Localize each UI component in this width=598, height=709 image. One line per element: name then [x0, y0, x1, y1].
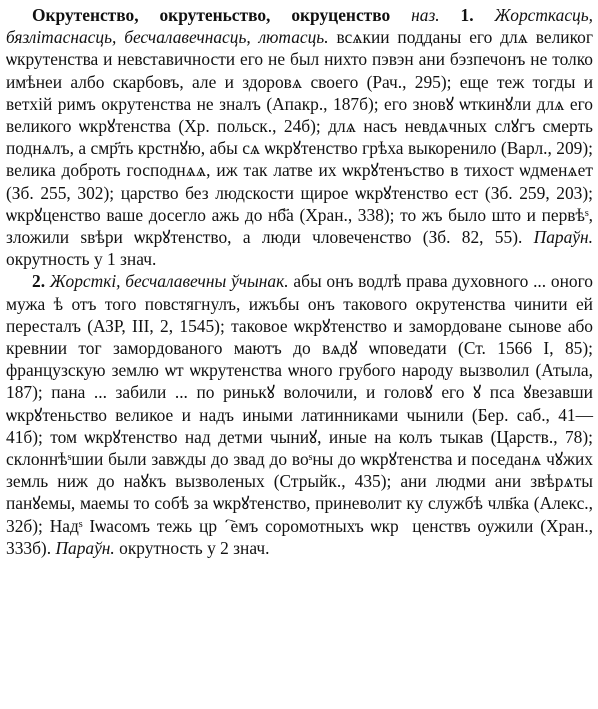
- sense-1-compare-label: Параўн.: [533, 227, 593, 248]
- sense-2-citations: абы онъ водлѣ права духовного ... оного мужа ѣ отъ того повстягнулъ, ижъбы онъ такового окрутенства чинити ей пересталъ (АЗР, III, 2, 1545); таковое ѡкрꙋтенство и замордоване сынове або кревнии тог замордованого маютъ до вѧдꙋ ѡповедати (Ст. 1566 I, 85); французскую землю ѡт ѡкрутенства ѡного грубого народу вызволил (Атыла, 187); пана ... забили ... по ринькꙋ волочили, и головꙋ его ꙋ пса ꙋвезавши ѡкрꙋтеньство великое и надъ иными латинниками чынили (Бер. саб., 41—41б); том ѡкрꙋтенство над детми чыниꙋ, иные на колъ тыкав (Царств., 78); склоннѣˢшии были завжды до звад до воˢны до ѡкрꙋтенства и поседанѧ чꙋжих земль ниж до наꙋкъ вызволеных (Стрыйк., 435); ани людми ани звѣрѧты панꙋемы, маемы то собѣ за ѡкрꙋтенство, приневолит ку службѣ члв҃ка (Алекс., 32б); Надˢ Іѡасомъ тежь црⷭ҇емъ соромотныхъ ѡкрꙋценствъ оужили (Хран., 333б).: [6, 271, 593, 558]
- sense-1-citations: всѧкии подданы его длѧ великог ѡкрутенства и невставичности его не был нихто пэвэн ани бэзпечонъ не толко имѣнеи албо скарбовъ, але и здоровѧ своего (Рач., 295); еще теж тогды и ветхій римъ окрутенства не зналъ (Апакр., 187б); его зновꙋ ѡткинꙋли длѧ его великого ѡкрꙋтенства (Хр. польск., 24б); длѧ насъ невдѧчных слꙋгъ смерть поднѧлъ, а смр҃ть крстнꙋю, абы сѧ ѡкрꙋтенство грѣха выкоренило (Варл., 209); велика доброть господнѧѧ, иж так латве их ѡкрꙋтенъство в тихост ѡдменѧет (Зб. 255, 302); царство без людскости щирое ѡкрꙋтенство ест (Зб. 259, 203); ѡкрꙋценство ваше досегло ажь до нб҃а (Хран., 338); то жъ было што и первѣˢ, зложили ѕвѣри ѡкрꙋтенство, а люди чловеченство (Зб. 82, 55).: [6, 27, 593, 248]
- sense-2-compare-ref: окрутность у 2 знач.: [119, 537, 270, 558]
- sense-1-compare-ref: окрутность у 1 знач.: [6, 249, 157, 270]
- sense-2-number: 2.: [32, 271, 46, 292]
- entry-sense-2: [6, 270, 593, 559]
- sense-1-number: 1.: [460, 5, 474, 25]
- part-of-speech: наз.: [411, 5, 440, 25]
- entry-sense-1: [6, 4, 593, 270]
- sense-1-gloss: Жорсткасць, бязлітаснасць, бесчалавечнасць, лютасць.: [6, 5, 593, 48]
- headword: Окрутенство, окрутеньство, окруценство: [32, 5, 391, 25]
- sense-2-gloss: Жорсткі, бесчалавечны ўчынак.: [49, 271, 289, 292]
- sense-2-compare-label: Параўн.: [55, 537, 115, 558]
